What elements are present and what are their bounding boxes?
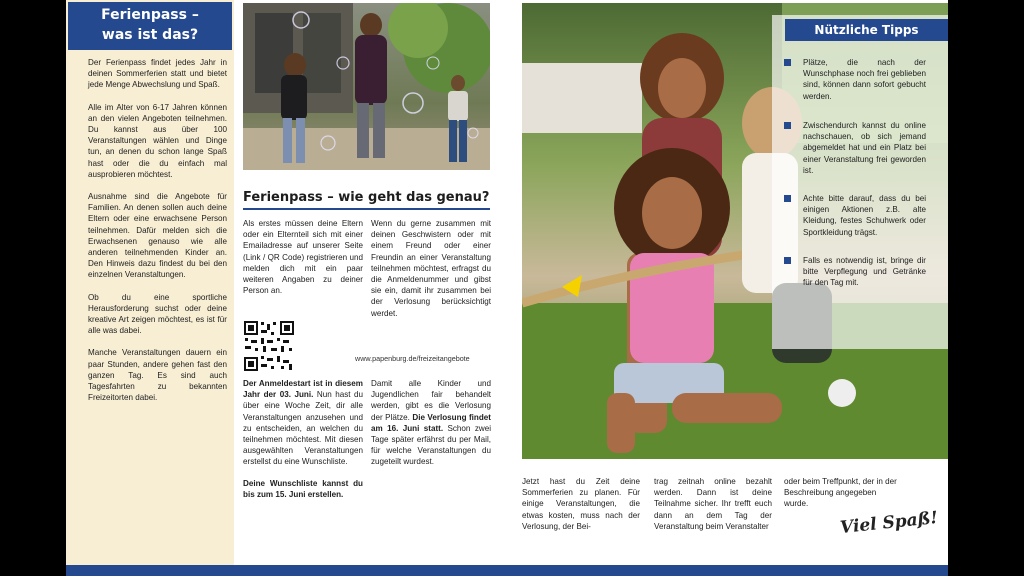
square-bullet-icon [784,122,791,129]
ferienpass-heading [68,2,232,50]
square-bullet-icon [784,257,791,264]
square-bullet-icon [784,195,791,202]
planning-text: Jetzt hast du Zeit deine Sommerferien zu planen. Für einige Veranstaltungen, die etwas kosten, muss nach der Verlosung, der Bei- [522,477,640,531]
tip-text: Zwischendurch kannst du online nachschauen, ob sich jemand abgemeldet hat und ein Platz bei einer Veranstaltung frei geworden ist. [803,121,926,175]
intro-paragraph: Alle im Alter von 6-17 Jahren können an den vielen Angeboten teilnehmen. Du kannst aus über 100 Veranstaltungen wählen und Dinge tun, an denen du schon lange Spaß hast oder die du einfach mal ausprobieren möchtest. [88,102,227,179]
meeting-point-text: oder beim Treffpunkt, der in der Beschreibung angegeben wurde. [784,477,897,509]
lottery-date: Die Verlosung findet am 16. Juni statt. [371,412,491,433]
bottom-stripe [66,565,948,576]
tip-item [786,255,926,289]
registration-start-bold: Der Anmeldestart ist in diesem Jahr der 03. Juni. [243,379,363,400]
tips-heading: Nützliche Tipps [785,19,948,41]
website-link[interactable]: www.papenburg.de/freizeitangebote [355,354,470,363]
registration-text: Als erstes müssen deine Eltern oder ein Elternteil sich mit einer Emailadresse auf unserer Seite (Link / QR Code) registrieren und melden dich mit ein paar weiteren Angaben zu deiner Person an. [243,219,363,296]
qr-code-icon[interactable] [243,320,295,372]
square-bullet-icon [784,59,791,66]
heading-line-1: Ferienpass – [101,7,199,23]
tip-item [786,57,926,102]
lottery-result-text: Schon zwei Tage später erfährst du per Mail, für welche Veranstaltungen du zugeteilt wurdest. [371,423,492,467]
lottery-intro: Damit alle Kinder und Jugendlichen fair behandelt werden, gibt es die Verlosung der Plätze. [371,379,491,422]
lottery-text [371,378,491,479]
section-title-how-it-works: Ferienpass – wie geht das genau? [243,190,490,205]
registration-start-text [243,378,363,511]
intro-paragraph: Manche Veranstaltungen dauern ein paar Stunden, andere gehen fast den ganzen Tag. Es sind auch Tagesfahrten zu bekannten Freizeitorten dabei. [88,348,227,403]
siblings-text: Wenn du gerne zusammen mit deinen Geschwistern oder mit einem Freund oder einer Freundin an einer Veranstaltung teilnehmen möchtest, erfragst du die Anmeldenummer und gibst sie ein, damit ihr zusammen bei der Verlosung berücksichtigt werdet. [371,219,491,318]
registration-start-detail: Nun hast du über eine Woche Zeit, dir alle Veranstaltungen anzusehen und zu entscheiden, an welchen du teilnehmen möchtest. Mit diesen ausgewählten Veranstaltungen erstellst du eine Wunschliste. [243,390,363,467]
intro-paragraph: Der Ferienpass findet jedes Jahr in deinen Sommerferien statt und bietet jede Menge Abwechslung und Spaß. [88,58,227,90]
intro-paragraph: Ob du eine sportliche Herausforderung suchst oder deine kreative Art zeigen möchtest, es ist für alle was dabei. [88,292,227,336]
tip-text: Achte bitte darauf, dass du bei einigen Aktionen z.B. alte Kleidung, festes Schuhwerk oder Sportkleidung trägst. [803,194,926,237]
heading-line-2: was ist das? [101,27,199,43]
payment-text: trag zeitnah online bezahlt werden. Dann ist deine Teilnahme sicher. Ihr trefft euch dann an dem Tag der Veranstaltung beim Veranstalter [654,477,772,531]
wishlist-deadline: Deine Wunschliste kannst du bis zum 15. Juni erstellen. [243,478,363,499]
tip-item [786,120,926,176]
tip-item [786,193,926,238]
photo-kids-bubbles [243,3,490,170]
tip-text: Plätze, die nach der Wunschphase noch frei geblieben sind, können dann sofort gebucht werden. [803,58,926,101]
section-divider [243,208,490,210]
tip-text: Falls es notwendig ist, bringe dir bitte Verpflegung und Getränke für den Tag mit. [803,256,926,288]
intro-paragraph: Ausnahme sind die Angebote für Familien. An denen sollen auch deine Eltern oder eine erwachsene Person teilnehmen. Dafür melden sich die Erwachsenen genauso wie alle anderen teilnehmenden Kinder an. Den Hinweis dazu findest du bei den einzelnen Veranstaltungen. [88,192,227,280]
sign-off: Viel Spaß! [839,507,939,539]
intro-column [88,57,227,414]
